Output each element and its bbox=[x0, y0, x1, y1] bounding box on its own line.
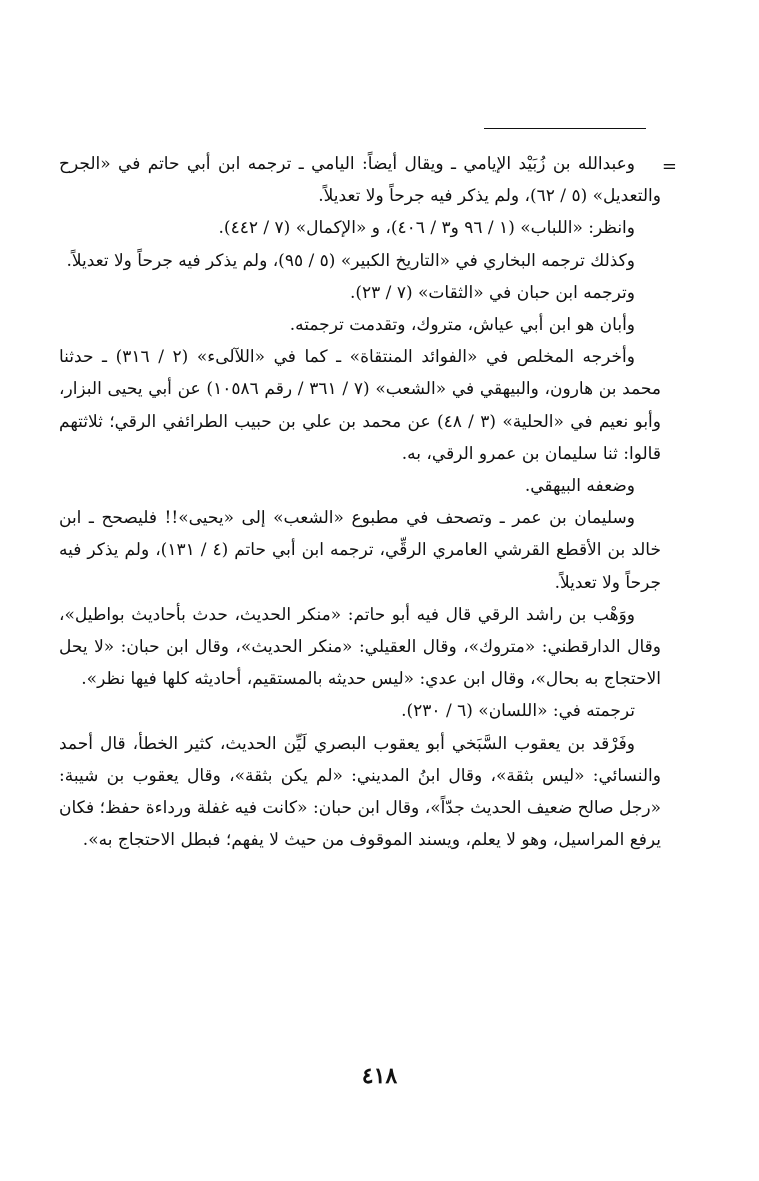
footnote-body bbox=[59, 148, 661, 856]
paragraph-ibn-hibban-thiqat: وترجمه ابن حبان في «الثقات» (٧ / ٢٣). bbox=[349, 282, 635, 303]
paragraph-farqad-bin-yaqub: وفَرْقد بن يعقوب السَّبَخي أبو يعقوب البصري لَيِّن الحديث، كثير الخطأ، قال أحمد والنسائي: «ليس بثقة»، وقال ابنُ المديني: «لم يكن بثقة»، وقال يعقوب بن شيبة: «رجل صالح ضعيف الحديث جدّاً»، وقال ابن حبان: «كانت فيه غفلة ورداءة حفظ؛ فكان يرفع المراسيل، وهو لا يعلم، ويسند الموقوف من حيث لا يفهم؛ فبطل الاحتجاج به». bbox=[59, 733, 661, 851]
paragraph-lisan-reference: ترجمته في: «اللسان» (٦ / ٢٣٠). bbox=[401, 701, 635, 722]
paragraph-bayhaqi-weakened: وضعفه البيهقي. bbox=[524, 476, 635, 497]
paragraph-wahb-bin-rashid: ووَهْب بن راشد الرقي قال فيه أبو حاتم: «منكر الحديث، حدث بأحاديث بواطيل»، وقال الدارقطني: «متروك»، وقال العقيلي: «منكر الحديث»، وقال ابن حبان: «لا يحل الاحتجاج به بحال»، وقال ابن عدي: «ليس حديثه بالمستقيم، أحاديثه كلها فيها نظر». bbox=[59, 604, 661, 690]
paragraph-abdullah-bin-zubayd: وعبدالله بن زُبَيْد الإيامي ـ ويقال أيضاً: اليامي ـ ترجمه ابن أبي حاتم في «الجرح والتعديل» (٥ / ٦٢)، ولم يذكر فيه جرحاً ولا تعديلاً. bbox=[59, 154, 661, 207]
paragraph-aban: وأبان هو ابن أبي عياش، متروك، وتقدمت ترجمته. bbox=[289, 315, 635, 336]
paragraph-mukhallis-takhrij: وأخرجه المخلص في «الفوائد المنتقاة» ـ كما في «اللآلىء» (٢ / ٣١٦) ـ حدثنا محمد بن هارون، والبيهقي في «الشعب» (٧ / ٣٦١ / رقم ١٠٥٨٦) عن أبي يحيى البزار، وأبو نعيم في «الحلية» (٣ / ٤٨) عن محمد بن علي بن حبيب الطرائفي الرقي؛ ثلاثتهم قالوا: ثنا سليمان بن عمرو الرقي، به. bbox=[59, 347, 662, 464]
footnote-continuation-mark: = bbox=[661, 156, 677, 177]
page-number: ٤١٨ bbox=[361, 1063, 398, 1089]
footnote-separator-rule bbox=[484, 128, 646, 129]
paragraph-see-also-lubab: وانظر: «اللباب» (١ / ٩٦ و٣ / ٤٠٦)، و «الإكمال» (٧ / ٤٤٢). bbox=[218, 218, 635, 239]
paragraph-bukhari-tarikh: وكذلك ترجمه البخاري في «التاريخ الكبير» (٥ / ٩٥)، ولم يذكر فيه جرحاً ولا تعديلاً. bbox=[66, 250, 635, 271]
paragraph-sulayman-bin-umar: وسليمان بن عمر ـ وتصحف في مطبوع «الشعب» إلى «يحيى»!! فليصحح ـ ابن خالد بن الأقطع القرشي العامري الرقِّي، ترجمه ابن أبي حاتم (٤ / ١٣١)، ولم يذكر فيه جرحاً ولا تعديلاً. bbox=[59, 508, 661, 593]
